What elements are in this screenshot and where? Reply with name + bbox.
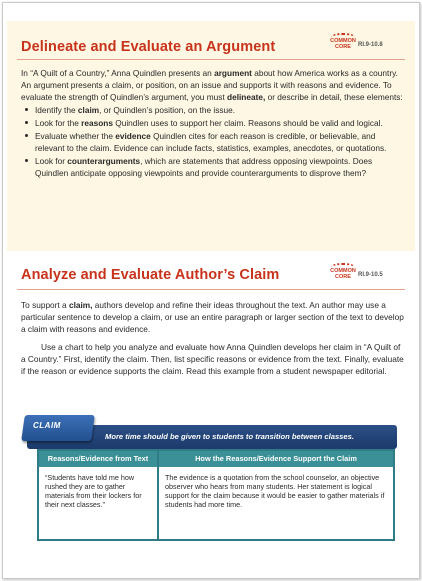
bullet-text: Evaluate whether the xyxy=(35,131,116,141)
section1-intro xyxy=(21,67,405,103)
section1-title: Delineate and Evaluate an Argument xyxy=(21,39,276,55)
bullet-text: , which are statements that address opposing viewpoints. Does Quindlen anticipate opposing viewpoints and provide counterarguments to disprove them? xyxy=(35,156,373,178)
col1-header: Reasons/Evidence from Text xyxy=(39,451,157,467)
standard-code: RI.9-10.8 xyxy=(358,42,383,48)
section2-para2: Use a chart to help you analyze and evaluate how Anna Quindlen develops her claim in “A Quilt of a Country.” First, identify the claim. Then, list specific reasons or evidence from the text. Finally, evaluate if the reason or evidence supports the claim. Read this example from a student newspaper editorial. xyxy=(21,342,404,376)
common-core-badge-text: COMMON CORE xyxy=(330,268,356,280)
divider xyxy=(17,289,405,290)
reason-quote-cell: “Students have told me how rushed they are to gather materials from their lockers for their next classes.” xyxy=(45,473,142,509)
textbook-page xyxy=(2,2,420,579)
bullet-term: reasons xyxy=(81,118,113,128)
para-term-claim: claim, xyxy=(68,300,93,310)
section1-body xyxy=(21,67,405,179)
common-core-logo-icon xyxy=(331,263,355,271)
bullet-text: Quindlen uses to support her claim. Reasons should be valid and logical. xyxy=(112,118,383,128)
common-core-logo-icon xyxy=(331,33,355,41)
bullet-text: Quindlen cites for each reason is credible, or believable, and relevant to the claim. Evidence can include facts, statistics, examples, anecdotes, or quotations. xyxy=(35,131,387,153)
claim-label: CLAIM xyxy=(33,421,61,430)
col2-header: How the Reasons/Evidence Support the Claim xyxy=(159,451,393,467)
intro-text: or describe in detail, these elements: xyxy=(265,92,403,102)
common-core-badge xyxy=(329,263,357,288)
bullet-text: Look for the xyxy=(35,118,82,128)
section2-title: Analyze and Evaluate Author’s Claim xyxy=(21,267,280,283)
bullet-text: Identify the xyxy=(35,105,78,115)
list-item xyxy=(21,155,405,179)
para-text: To support a xyxy=(21,300,69,310)
common-core-badge xyxy=(329,33,357,58)
bullet-term: counterarguments xyxy=(67,156,141,166)
section2-para1 xyxy=(21,299,405,335)
intro-term-delineate: delineate, xyxy=(227,92,266,102)
claim-text: More time should be given to students to transition between classes. xyxy=(105,432,354,441)
bullet-text: Look for xyxy=(35,156,68,166)
list-item xyxy=(21,104,405,116)
common-core-badge-text: COMMON CORE xyxy=(330,38,356,50)
divider xyxy=(17,59,405,60)
support-explanation-cell: The evidence is a quotation from the school counselor, an objective observer who hears from many students. Her statement is logical support for the claim because it would be easier to gather materials if students had more time. xyxy=(165,473,385,509)
elements-list xyxy=(21,104,405,179)
claim-chart xyxy=(27,415,397,545)
section2-body xyxy=(21,299,405,377)
intro-text: In “A Quilt of a Country,” Anna Quindlen presents an xyxy=(21,68,215,78)
para-text: authors develop and refine their ideas throughout the text. An author may use a particular sentence to develop a claim, or use an entire paragraph or larger section of the text to develop a claim with reasons and evidence. xyxy=(21,300,404,334)
bullet-text: , or Quindlen’s position, on the issue. xyxy=(99,105,236,115)
reasons-table xyxy=(37,449,395,541)
list-item xyxy=(21,130,405,154)
list-item xyxy=(21,117,405,129)
intro-text: about how America works as a country. An argument presents a claim, or position, on an issue and supports it with reasons and evidence. To evaluate the strength of Quindlen’s argument, you must xyxy=(21,68,398,102)
standard-code: RI.9-10.5 xyxy=(358,272,383,278)
intro-term-argument: argument xyxy=(214,68,252,78)
bullet-term: evidence xyxy=(115,131,151,141)
bullet-term: claim xyxy=(77,105,100,115)
